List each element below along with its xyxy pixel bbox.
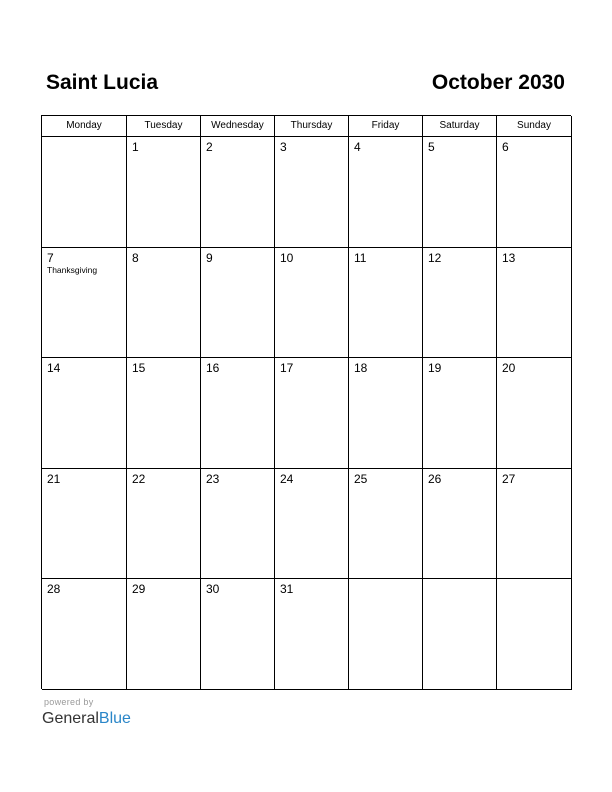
day-number: 9	[206, 251, 213, 265]
day-cell	[497, 358, 572, 469]
holiday-label: Thanksgiving	[47, 265, 98, 275]
weekday-header-tuesday: Tuesday	[127, 116, 201, 137]
day-cell	[423, 469, 497, 579]
day-cell	[275, 248, 349, 358]
day-cell	[497, 469, 572, 579]
day-number: 8	[132, 251, 139, 265]
day-cell	[275, 469, 349, 579]
weekday-header-thursday: Thursday	[275, 116, 349, 137]
day-cell	[497, 579, 572, 690]
brand-logo-general: General	[42, 710, 99, 727]
day-cell	[423, 248, 497, 358]
weekday-header-wednesday: Wednesday	[201, 116, 275, 137]
day-cell	[201, 248, 275, 358]
day-number: 31	[280, 582, 294, 596]
day-cell	[127, 358, 201, 469]
day-number: 28	[47, 582, 61, 596]
day-cell	[423, 137, 497, 248]
brand-logo-blue: Blue	[98, 710, 131, 727]
day-cell	[42, 358, 127, 469]
day-cell	[201, 579, 275, 690]
day-cell	[275, 579, 349, 690]
day-number: 27	[502, 472, 516, 486]
day-number: 17	[280, 361, 294, 375]
month-year-title: October 2030	[431, 71, 565, 94]
weekday-header-sunday: Sunday	[497, 116, 572, 137]
day-cell	[349, 469, 423, 579]
day-number: 2	[206, 140, 213, 154]
day-cell	[42, 137, 127, 248]
powered-by-text: powered by	[44, 697, 94, 707]
day-cell	[127, 137, 201, 248]
day-number: 15	[132, 361, 146, 375]
day-cell	[127, 579, 201, 690]
day-number: 19	[428, 361, 442, 375]
day-number: 30	[206, 582, 220, 596]
weekday-header-saturday: Saturday	[423, 116, 497, 137]
day-cell	[42, 248, 127, 358]
day-cell	[275, 137, 349, 248]
day-cell	[127, 248, 201, 358]
weekday-header-friday: Friday	[349, 116, 423, 137]
day-number: 25	[354, 472, 368, 486]
day-number: 22	[132, 472, 146, 486]
day-cell	[423, 579, 497, 690]
weekday-header-monday: Monday	[42, 116, 127, 137]
day-number: 7	[47, 251, 54, 265]
day-number: 1	[132, 140, 139, 154]
day-number: 12	[428, 251, 442, 265]
day-number: 10	[280, 251, 294, 265]
day-number: 6	[502, 140, 509, 154]
country-title: Saint Lucia	[46, 71, 159, 94]
day-cell	[42, 469, 127, 579]
day-number: 16	[206, 361, 220, 375]
day-number: 11	[354, 251, 367, 265]
day-cell	[201, 137, 275, 248]
day-number: 5	[428, 140, 435, 154]
day-number: 14	[47, 361, 61, 375]
day-cell	[349, 579, 423, 690]
brand-logo	[42, 709, 131, 729]
day-number: 20	[502, 361, 516, 375]
day-number: 3	[280, 140, 287, 154]
day-number: 4	[354, 140, 361, 154]
day-cell	[127, 469, 201, 579]
day-number: 18	[354, 361, 368, 375]
footer-branding	[42, 697, 131, 729]
day-number: 23	[206, 472, 220, 486]
day-cell	[349, 358, 423, 469]
day-cell	[201, 469, 275, 579]
day-cell	[42, 579, 127, 690]
day-number: 13	[502, 251, 516, 265]
day-number: 29	[132, 582, 146, 596]
day-cell	[349, 248, 423, 358]
day-cell	[275, 358, 349, 469]
day-cell	[349, 137, 423, 248]
day-number: 26	[428, 472, 442, 486]
day-number: 24	[280, 472, 294, 486]
day-number: 21	[47, 472, 61, 486]
day-cell	[497, 137, 572, 248]
day-cell	[497, 248, 572, 358]
day-cell	[201, 358, 275, 469]
calendar-grid	[41, 115, 571, 689]
day-cell	[423, 358, 497, 469]
